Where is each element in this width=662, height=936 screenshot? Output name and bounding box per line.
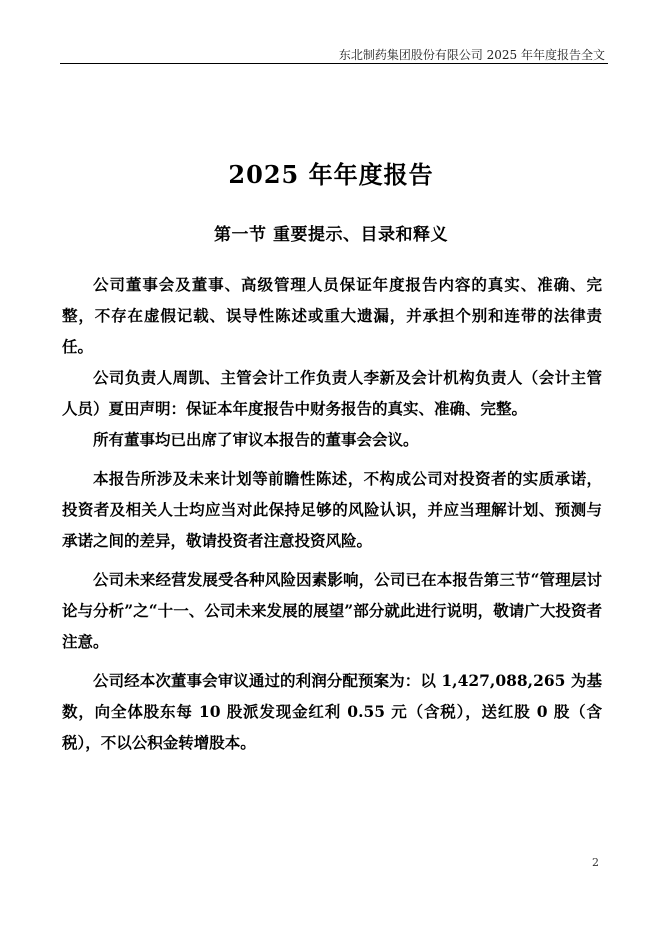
paragraph-board-attendance: 所有董事均已出席了审议本报告的董事会会议。 [93, 430, 419, 449]
header-divider [60, 63, 608, 64]
paragraph-risk-factors: 公司未来经营发展受各种风险因素影响，公司已在本报告第三节“管理层讨论与分析”之“十一、公司未来发展的展望”部分就此进行说明，敬请广大投资者注意。 [62, 570, 602, 651]
notice-body [62, 269, 602, 758]
paragraph-board-guarantee: 公司董事会及董事、高级管理人员保证年度报告内容的真实、准确、完整，不存在虚假记载、误导性陈述或重大遗漏，并承担个别和连带的法律责任。 [62, 275, 602, 356]
paragraph-forward-looking: 本报告所涉及未来计划等前瞻性陈述，不构成公司对投资者的实质承诺，投资者及相关人士均应当对此保持足够的风险认识，并应当理解计划、预测与承诺之间的差异，敬请投资者注意投资风险。 [62, 469, 602, 550]
section-heading: 第一节 重要提示、目录和释义 [214, 225, 448, 245]
report-title: 2025 年年度报告 [228, 160, 434, 189]
paragraph-responsible-persons: 公司负责人周凯、主管会计工作负责人李新及会计机构负责人（会计主管人员）夏田声明：保证本年度报告中财务报告的真实、准确、完整。 [62, 368, 602, 418]
paragraph-profit-distribution: 公司经本次董事会审议通过的利润分配预案为：以 1,427,088,265 为基数，向全体股东每 10 股派发现金红利 0.55 元（含税），送红股 0 股（含税），不以公积金转增股本。 [62, 671, 602, 752]
running-header: 东北制药集团股份有限公司 2025 年年度报告全文 [338, 48, 605, 62]
page-number: 2 [592, 856, 599, 869]
